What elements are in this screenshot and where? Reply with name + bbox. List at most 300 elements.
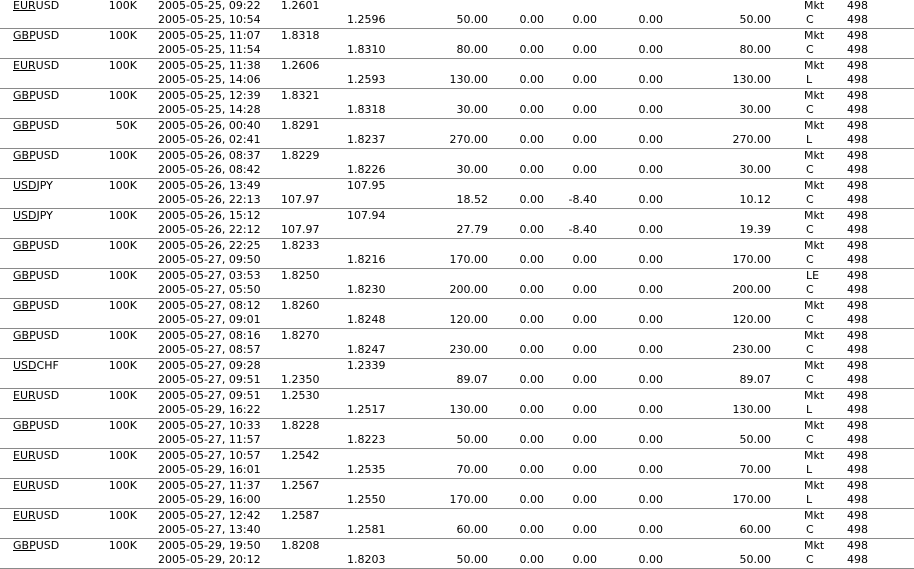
open-account: 498 xyxy=(847,509,868,522)
trade-row xyxy=(0,449,914,479)
commission: 0.00 xyxy=(519,463,544,476)
commission: 0.00 xyxy=(519,73,544,86)
lot-size: 100K xyxy=(108,449,137,462)
close-account: 498 xyxy=(847,433,868,446)
close-line xyxy=(0,493,914,507)
open-price: 1.2530 xyxy=(281,389,320,402)
open-order-type: Mkt xyxy=(804,209,825,222)
close-time: 2005-05-27, 09:50 xyxy=(158,253,261,266)
close-line xyxy=(0,133,914,147)
open-price: 1.2601 xyxy=(281,0,320,12)
symbol xyxy=(13,419,59,433)
lot-size: 100K xyxy=(108,209,137,222)
symbol-link[interactable]: EUR xyxy=(13,0,36,12)
close-price-alt: 107.97 xyxy=(281,193,320,206)
commission: 0.00 xyxy=(519,283,544,296)
symbol-link[interactable]: EUR xyxy=(13,449,36,462)
close-line xyxy=(0,523,914,537)
close-price: 1.8237 xyxy=(347,133,386,146)
close-order-type: L xyxy=(806,133,813,146)
pips-value: 70.00 xyxy=(456,463,488,476)
open-account: 498 xyxy=(847,89,868,102)
net-profit: 170.00 xyxy=(732,253,771,266)
close-account: 498 xyxy=(847,73,868,86)
trade-row xyxy=(0,329,914,359)
close-price: 1.8248 xyxy=(347,313,386,326)
trade-row xyxy=(0,239,914,269)
symbol-quote: USD xyxy=(35,329,60,342)
symbol-link[interactable]: USD xyxy=(13,359,37,372)
close-time: 2005-05-27, 09:51 xyxy=(158,373,261,386)
symbol-quote: USD xyxy=(35,509,60,522)
pips-value: 50.00 xyxy=(456,433,488,446)
trade-row xyxy=(0,149,914,179)
symbol-link[interactable]: GBP xyxy=(13,299,36,312)
pips-value: 89.07 xyxy=(456,373,488,386)
open-line xyxy=(0,359,914,373)
close-account: 498 xyxy=(847,103,868,116)
symbol-quote: USD xyxy=(35,389,60,402)
trade-row xyxy=(0,299,914,329)
fee: 0.00 xyxy=(638,523,663,536)
close-time: 2005-05-26, 22:13 xyxy=(158,193,261,206)
symbol-quote: USD xyxy=(35,299,60,312)
close-line xyxy=(0,13,914,27)
close-order-type: C xyxy=(806,373,814,386)
close-line xyxy=(0,73,914,87)
fee: 0.00 xyxy=(638,103,663,116)
close-line xyxy=(0,223,914,237)
open-line xyxy=(0,539,914,553)
lot-size: 100K xyxy=(108,179,137,192)
pips-value: 60.00 xyxy=(456,523,488,536)
open-price: 1.8270 xyxy=(281,329,320,342)
open-price: 1.2542 xyxy=(281,449,320,462)
open-account: 498 xyxy=(847,389,868,402)
fee: 0.00 xyxy=(638,43,663,56)
commission: 0.00 xyxy=(519,433,544,446)
fee: 0.00 xyxy=(638,193,663,206)
open-time: 2005-05-26, 22:25 xyxy=(158,239,261,252)
symbol xyxy=(13,0,59,13)
symbol-quote: USD xyxy=(35,89,60,102)
close-price: 1.8203 xyxy=(347,553,386,566)
pips-value: 18.52 xyxy=(456,193,488,206)
open-line xyxy=(0,179,914,193)
fee: 0.00 xyxy=(638,373,663,386)
close-time: 2005-05-26, 08:42 xyxy=(158,163,261,176)
close-time: 2005-05-25, 11:54 xyxy=(158,43,261,56)
close-order-type: C xyxy=(806,103,814,116)
commission: 0.00 xyxy=(519,163,544,176)
symbol-link[interactable]: USD xyxy=(13,209,37,222)
net-profit: 50.00 xyxy=(739,13,771,26)
open-order-type: Mkt xyxy=(804,59,825,72)
net-profit: 30.00 xyxy=(739,103,771,116)
symbol xyxy=(13,269,59,283)
swap: 0.00 xyxy=(572,523,597,536)
symbol-quote: USD xyxy=(35,239,60,252)
symbol-link[interactable]: EUR xyxy=(13,509,36,522)
close-order-type: C xyxy=(806,223,814,236)
symbol-link[interactable]: EUR xyxy=(13,389,36,402)
open-account: 498 xyxy=(847,0,868,12)
open-line xyxy=(0,209,914,223)
fee: 0.00 xyxy=(638,313,663,326)
close-time: 2005-05-27, 09:01 xyxy=(158,313,261,326)
open-account: 498 xyxy=(847,269,868,282)
close-price: 1.2593 xyxy=(347,73,386,86)
net-profit: 89.07 xyxy=(739,373,771,386)
open-time: 2005-05-25, 09:22 xyxy=(158,0,261,12)
pips-value: 50.00 xyxy=(456,13,488,26)
commission: 0.00 xyxy=(519,523,544,536)
lot-size: 100K xyxy=(108,419,137,432)
close-price: 1.8226 xyxy=(347,163,386,176)
open-price: 1.8321 xyxy=(281,89,320,102)
pips-value: 230.00 xyxy=(449,343,488,356)
fee: 0.00 xyxy=(638,463,663,476)
pips-value: 30.00 xyxy=(456,163,488,176)
symbol-link[interactable]: GBP xyxy=(13,29,36,42)
lot-size: 100K xyxy=(108,269,137,282)
open-price: 1.8318 xyxy=(281,29,320,42)
close-order-type: C xyxy=(806,253,814,266)
close-price: 1.8216 xyxy=(347,253,386,266)
close-line xyxy=(0,553,914,567)
net-profit: 70.00 xyxy=(739,463,771,476)
open-line xyxy=(0,419,914,433)
symbol xyxy=(13,29,59,43)
open-order-type: Mkt xyxy=(804,299,825,312)
symbol xyxy=(13,539,59,553)
symbol xyxy=(13,359,59,373)
symbol xyxy=(13,389,59,403)
close-price: 1.2596 xyxy=(347,13,386,26)
open-account: 498 xyxy=(847,239,868,252)
open-order-type: Mkt xyxy=(804,449,825,462)
trade-row xyxy=(0,179,914,209)
swap: 0.00 xyxy=(572,343,597,356)
trade-row xyxy=(0,119,914,149)
pips-value: 170.00 xyxy=(449,493,488,506)
commission: 0.00 xyxy=(519,343,544,356)
close-price: 1.2517 xyxy=(347,403,386,416)
lot-size: 100K xyxy=(108,59,137,72)
close-price-alt: 107.97 xyxy=(281,223,320,236)
open-line xyxy=(0,89,914,103)
fee: 0.00 xyxy=(638,433,663,446)
open-line xyxy=(0,239,914,253)
pips-value: 27.79 xyxy=(456,223,488,236)
open-price-alt: 107.94 xyxy=(347,209,386,222)
open-time: 2005-05-27, 09:28 xyxy=(158,359,261,372)
close-price: 1.2550 xyxy=(347,493,386,506)
close-time: 2005-05-29, 16:22 xyxy=(158,403,261,416)
close-order-type: C xyxy=(806,433,814,446)
symbol-link[interactable]: GBP xyxy=(13,89,36,102)
pips-value: 50.00 xyxy=(456,553,488,566)
open-price: 1.2606 xyxy=(281,59,320,72)
symbol-link[interactable]: GBP xyxy=(13,269,36,282)
pips-value: 30.00 xyxy=(456,103,488,116)
close-price: 1.8230 xyxy=(347,283,386,296)
close-order-type: C xyxy=(806,313,814,326)
lot-size: 100K xyxy=(108,89,137,102)
symbol xyxy=(13,449,59,463)
open-price: 1.8229 xyxy=(281,149,320,162)
open-price: 1.2567 xyxy=(281,479,320,492)
symbol-link[interactable]: EUR xyxy=(13,479,36,492)
open-time: 2005-05-27, 09:51 xyxy=(158,389,261,402)
symbol-link[interactable]: GBP xyxy=(13,239,36,252)
open-account: 498 xyxy=(847,479,868,492)
symbol xyxy=(13,479,59,493)
close-time: 2005-05-29, 20:12 xyxy=(158,553,261,566)
close-time: 2005-05-25, 14:28 xyxy=(158,103,261,116)
close-time: 2005-05-25, 10:54 xyxy=(158,13,261,26)
open-time: 2005-05-26, 00:40 xyxy=(158,119,261,132)
lot-size: 100K xyxy=(108,359,137,372)
symbol-link[interactable]: EUR xyxy=(13,59,36,72)
open-order-type: Mkt xyxy=(804,149,825,162)
close-price: 1.2535 xyxy=(347,463,386,476)
open-order-type: Mkt xyxy=(804,119,825,132)
close-line xyxy=(0,463,914,477)
trade-row xyxy=(0,209,914,239)
close-price: 1.8247 xyxy=(347,343,386,356)
trade-row xyxy=(0,539,914,569)
close-order-type: C xyxy=(806,13,814,26)
open-order-type: Mkt xyxy=(804,89,825,102)
symbol-quote: USD xyxy=(35,59,60,72)
symbol xyxy=(13,209,53,223)
open-price-alt: 1.2339 xyxy=(347,359,386,372)
trade-row xyxy=(0,419,914,449)
symbol-link[interactable]: GBP xyxy=(13,149,36,162)
commission: 0.00 xyxy=(519,133,544,146)
open-order-type: Mkt xyxy=(804,539,825,552)
net-profit: 30.00 xyxy=(739,163,771,176)
swap: 0.00 xyxy=(572,73,597,86)
net-profit: 130.00 xyxy=(732,403,771,416)
trade-row xyxy=(0,389,914,419)
open-order-type: Mkt xyxy=(804,389,825,402)
close-order-type: C xyxy=(806,43,814,56)
open-price: 1.2587 xyxy=(281,509,320,522)
lot-size: 100K xyxy=(108,299,137,312)
swap: 0.00 xyxy=(572,553,597,566)
symbol-quote: USD xyxy=(35,0,60,12)
symbol xyxy=(13,119,59,133)
lot-size: 100K xyxy=(108,389,137,402)
swap: 0.00 xyxy=(572,163,597,176)
open-order-type: Mkt xyxy=(804,239,825,252)
net-profit: 60.00 xyxy=(739,523,771,536)
close-time: 2005-05-25, 14:06 xyxy=(158,73,261,86)
net-profit: 120.00 xyxy=(732,313,771,326)
open-line xyxy=(0,329,914,343)
trade-row xyxy=(0,89,914,119)
commission: 0.00 xyxy=(519,373,544,386)
symbol-quote: USD xyxy=(35,419,60,432)
commission: 0.00 xyxy=(519,553,544,566)
lot-size: 50K xyxy=(115,119,137,132)
open-order-type: Mkt xyxy=(804,509,825,522)
open-time: 2005-05-26, 13:49 xyxy=(158,179,261,192)
close-account: 498 xyxy=(847,133,868,146)
close-order-type: C xyxy=(806,163,814,176)
lot-size: 100K xyxy=(108,149,137,162)
open-order-type: Mkt xyxy=(804,479,825,492)
open-time: 2005-05-27, 08:12 xyxy=(158,299,261,312)
swap: 0.00 xyxy=(572,403,597,416)
fee: 0.00 xyxy=(638,403,663,416)
trade-row xyxy=(0,29,914,59)
fee: 0.00 xyxy=(638,283,663,296)
commission: 0.00 xyxy=(519,193,544,206)
open-line xyxy=(0,59,914,73)
open-line xyxy=(0,119,914,133)
trade-row xyxy=(0,509,914,539)
trade-row xyxy=(0,479,914,509)
lot-size: 100K xyxy=(108,479,137,492)
net-profit: 170.00 xyxy=(732,493,771,506)
fee: 0.00 xyxy=(638,493,663,506)
symbol-quote: USD xyxy=(35,29,60,42)
close-line xyxy=(0,343,914,357)
swap: 0.00 xyxy=(572,103,597,116)
open-price: 1.8250 xyxy=(281,269,320,282)
close-account: 498 xyxy=(847,253,868,266)
swap: 0.00 xyxy=(572,43,597,56)
lot-size: 100K xyxy=(108,239,137,252)
open-order-type: Mkt xyxy=(804,29,825,42)
close-order-type: L xyxy=(806,463,813,476)
open-order-type: Mkt xyxy=(804,0,825,12)
symbol-link[interactable]: USD xyxy=(13,179,37,192)
pips-value: 200.00 xyxy=(449,283,488,296)
symbol-link[interactable]: GBP xyxy=(13,329,36,342)
close-account: 498 xyxy=(847,523,868,536)
fee: 0.00 xyxy=(638,553,663,566)
symbol-link[interactable]: GBP xyxy=(13,419,36,432)
swap: 0.00 xyxy=(572,13,597,26)
lot-size: 100K xyxy=(108,539,137,552)
commission: 0.00 xyxy=(519,103,544,116)
symbol xyxy=(13,509,59,523)
open-price: 1.8228 xyxy=(281,419,320,432)
symbol xyxy=(13,299,59,313)
pips-value: 130.00 xyxy=(449,73,488,86)
open-account: 498 xyxy=(847,539,868,552)
close-order-type: L xyxy=(806,73,813,86)
close-account: 498 xyxy=(847,463,868,476)
commission: 0.00 xyxy=(519,253,544,266)
trade-row xyxy=(0,0,914,29)
close-line xyxy=(0,103,914,117)
symbol-link[interactable]: GBP xyxy=(13,539,36,552)
swap: 0.00 xyxy=(572,313,597,326)
open-line xyxy=(0,29,914,43)
close-account: 498 xyxy=(847,343,868,356)
open-order-type: Mkt xyxy=(804,329,825,342)
lot-size: 100K xyxy=(108,29,137,42)
close-order-type: C xyxy=(806,343,814,356)
open-line xyxy=(0,479,914,493)
close-order-type: L xyxy=(806,493,813,506)
symbol-quote: USD xyxy=(35,149,60,162)
open-price: 1.8291 xyxy=(281,119,320,132)
close-account: 498 xyxy=(847,193,868,206)
open-account: 498 xyxy=(847,119,868,132)
close-price: 1.8223 xyxy=(347,433,386,446)
net-profit: 270.00 xyxy=(732,133,771,146)
close-line xyxy=(0,313,914,327)
open-time: 2005-05-25, 11:38 xyxy=(158,59,261,72)
open-line xyxy=(0,269,914,283)
close-line xyxy=(0,193,914,207)
open-account: 498 xyxy=(847,299,868,312)
close-time: 2005-05-29, 16:01 xyxy=(158,463,261,476)
close-account: 498 xyxy=(847,373,868,386)
fee: 0.00 xyxy=(638,253,663,266)
open-time: 2005-05-25, 12:39 xyxy=(158,89,261,102)
close-line xyxy=(0,253,914,267)
symbol-quote: CHF xyxy=(36,359,59,372)
open-line xyxy=(0,389,914,403)
open-account: 498 xyxy=(847,329,868,342)
symbol-quote: USD xyxy=(35,539,60,552)
open-price: 1.8233 xyxy=(281,239,320,252)
lot-size: 100K xyxy=(108,509,137,522)
close-account: 498 xyxy=(847,283,868,296)
open-time: 2005-05-29, 19:50 xyxy=(158,539,261,552)
net-profit: 50.00 xyxy=(739,553,771,566)
open-line xyxy=(0,509,914,523)
commission: 0.00 xyxy=(519,313,544,326)
symbol xyxy=(13,329,59,343)
symbol-quote: JPY xyxy=(36,209,53,222)
open-line xyxy=(0,0,914,13)
net-profit: 50.00 xyxy=(739,433,771,446)
swap: 0.00 xyxy=(572,253,597,266)
net-profit: 130.00 xyxy=(732,73,771,86)
close-price-alt: 1.2350 xyxy=(281,373,320,386)
fee: 0.00 xyxy=(638,343,663,356)
open-account: 498 xyxy=(847,209,868,222)
symbol-quote: USD xyxy=(35,269,60,282)
lot-size: 100K xyxy=(108,0,137,12)
swap: -8.40 xyxy=(568,193,597,206)
close-time: 2005-05-27, 05:50 xyxy=(158,283,261,296)
open-account: 498 xyxy=(847,29,868,42)
commission: 0.00 xyxy=(519,13,544,26)
close-price: 1.8310 xyxy=(347,43,386,56)
symbol-link[interactable]: GBP xyxy=(13,119,36,132)
symbol xyxy=(13,59,59,73)
pips-value: 80.00 xyxy=(456,43,488,56)
net-profit: 10.12 xyxy=(739,193,771,206)
symbol-quote: USD xyxy=(35,479,60,492)
open-time: 2005-05-27, 11:37 xyxy=(158,479,261,492)
open-line xyxy=(0,449,914,463)
open-account: 498 xyxy=(847,419,868,432)
open-line xyxy=(0,299,914,313)
fee: 0.00 xyxy=(638,73,663,86)
open-time: 2005-05-27, 10:57 xyxy=(158,449,261,462)
fee: 0.00 xyxy=(638,163,663,176)
